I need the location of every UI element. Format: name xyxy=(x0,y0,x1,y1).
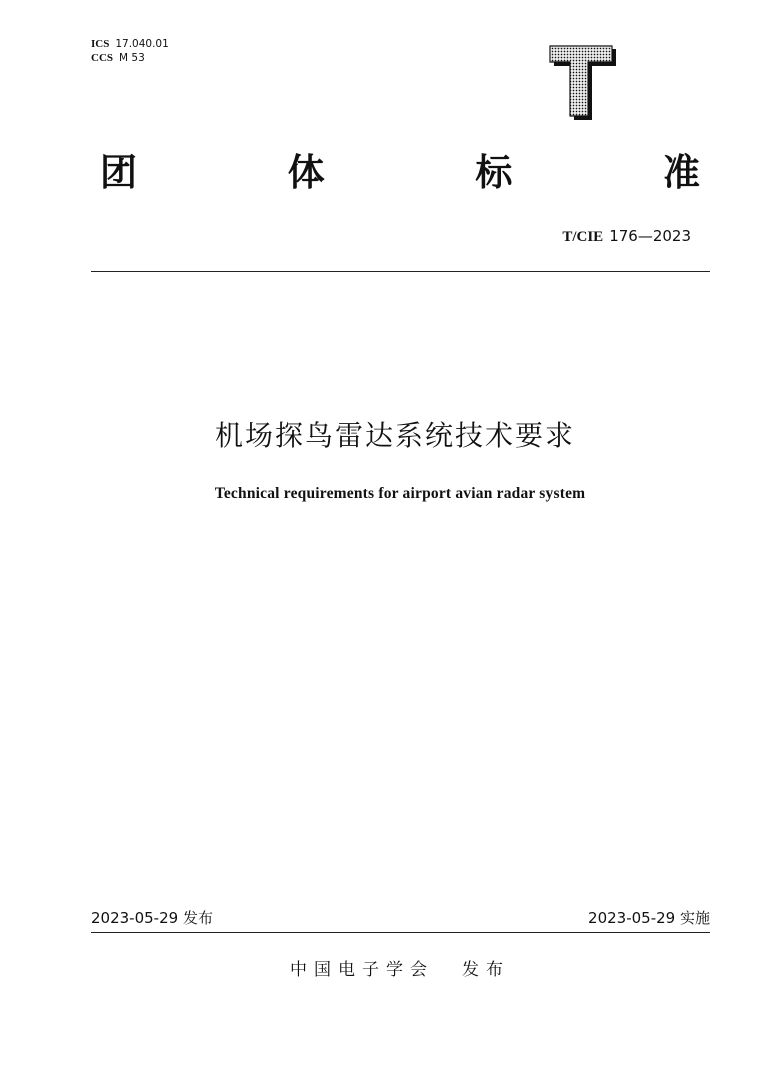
issuing-organization: 中国电子学会 xyxy=(290,960,434,980)
standard-type-char: 准 xyxy=(662,151,700,194)
standard-type-char: 体 xyxy=(287,151,325,194)
standard-number xyxy=(562,227,691,246)
issue-action: 发布 xyxy=(462,960,510,980)
standard-number-value: 176—2023 xyxy=(609,227,691,245)
effective-date: 2023-05-29 实施 xyxy=(588,909,710,927)
ics-label: ICS xyxy=(91,38,110,50)
publish-date: 2023-05-29 发布 xyxy=(91,909,213,927)
bottom-divider xyxy=(91,932,710,933)
t-logo-icon xyxy=(548,44,618,122)
ics-code xyxy=(91,37,169,51)
standard-number-prefix: T/CIE xyxy=(562,229,604,245)
classification-codes xyxy=(91,37,169,65)
ics-value: 17.040.01 xyxy=(115,38,169,50)
issuer-line xyxy=(0,955,765,980)
standard-type-heading xyxy=(100,152,700,194)
standard-type-char: 团 xyxy=(100,151,137,194)
ccs-label: CCS xyxy=(91,52,114,64)
standard-type-char: 标 xyxy=(475,151,513,194)
title-english: Technical requirements for airport avian radar system xyxy=(214,485,586,502)
group-standard-t-logo xyxy=(548,44,618,122)
top-divider xyxy=(91,271,710,272)
title-chinese: 机场探鸟雷达系统技术要求 xyxy=(214,419,575,452)
ccs-code xyxy=(91,51,169,65)
ccs-value: M 53 xyxy=(119,52,145,64)
